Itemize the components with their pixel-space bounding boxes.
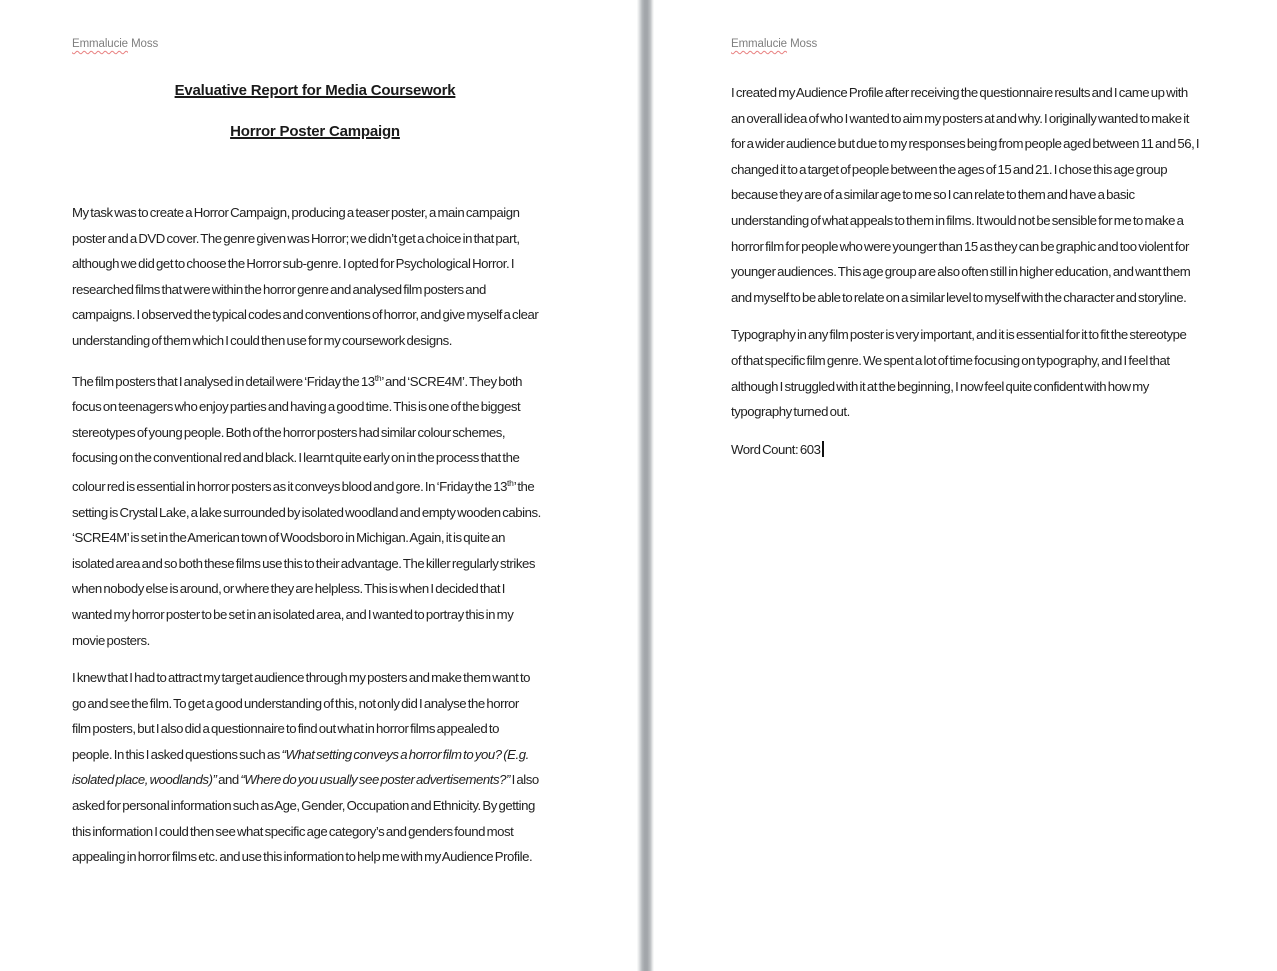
text-run: of that specific film genre. We spent a lot of time focusing on typography, and I feel that [731,352,1170,368]
text-run: “What setting conveys a horror film to you? (E.g. [281,746,529,762]
text-run: although I struggled with it at the beginning, I now feel quite confident with how my [731,378,1149,394]
text-run: focus on teenagers who enjoy parties and having a good time. This is one of the biggest [72,399,521,415]
text-run: Horror Poster Campaign [230,123,400,140]
text-line [731,157,1217,183]
text-line [731,374,1217,400]
text-run: isolated area and so both these films use this to their advantage. The killer regularly strikes [72,555,535,571]
text-line [72,420,558,446]
text-run: poster and a DVD cover. The genre given was Horror; we didn’t get a choice in that part, [72,230,520,246]
text-line [731,182,1217,208]
text-line [72,445,558,471]
text-line [72,121,558,142]
text-run: because they are of a similar age to me so I can relate to them and have a basic [731,187,1135,203]
text-line [731,131,1217,157]
spellcheck-flagged-text: Emmalucie [72,38,128,50]
text-line [72,328,558,354]
page-1-content[interactable] [0,0,558,870]
text-line [72,394,558,420]
text-line [731,80,1217,106]
text-line [731,208,1217,234]
page-2-content[interactable] [654,0,1217,462]
text-run: people. In this I asked questions such as [72,746,282,762]
document-title [72,80,558,101]
text-run: The film posters that I analysed in detail were ‘Friday the 13 [72,373,375,389]
text-run: changed it to a target of people between the ages of 15 and 21. I chose this age group [731,161,1168,177]
text-line [72,525,558,551]
text-run: isolated place, woodlands)” [72,772,217,788]
text-line [72,302,558,328]
text-run: understanding of what appeals to them in films. It would not be sensible for me to make a [731,212,1184,228]
text-line [72,277,558,303]
text-line [72,819,558,845]
text-run: I created my Audience Profile after receiving the questionnaire results and I came up with [731,85,1188,100]
text-line [72,691,558,717]
text-run: researched films that were within the horror genre and analysed film posters and [72,281,486,297]
text-run: film posters, but I also did a questionnaire to find out what in horror films appealed to [72,721,499,737]
text-run: focusing on the conventional red and black. I learnt quite early on in the process that the [72,450,520,466]
text-run: this information I could then see what specific age category’s and genders found most [72,823,514,839]
document-title [72,121,558,142]
text-run: Evaluative Report for Media Coursework [174,82,456,99]
text-line [72,471,558,500]
text-line [72,716,558,742]
text-run: ’ the [513,478,535,494]
text-line [731,437,1217,463]
text-run: go and see the film. To get a good understanding of this, not only did I analyse the horror [72,695,519,711]
text-run: understanding of them which I could then use for my coursework designs. [72,332,453,348]
text-line [72,551,558,577]
text-run: younger audiences. This age group are also often still in higher education, and want them [731,264,1191,280]
paragraph [72,366,558,654]
text-cursor [822,441,824,457]
text-line [731,106,1217,132]
text-line [731,259,1217,285]
text-run: setting is Crystal Lake, a lake surrounded by isolated woodland and empty wooden cabins. [72,504,541,520]
text-run: wanted my horror poster to be set in an isolated area, and I wanted to portray this in my [72,606,514,622]
page-header [731,36,1217,52]
page-header [72,36,558,52]
text-line [72,576,558,602]
text-run: colour red is essential in horror posters as it conveys blood and gore. In ‘Friday the 13 [72,478,508,494]
text-line [72,200,558,226]
text-run: horror film for people who were younger than 15 as they can be graphic and too violent for [731,238,1189,254]
text-run: “Where do you usually see poster advertisements?” [240,772,510,788]
text-run: ’ and ‘SCRE4M’. They both [381,373,523,389]
spellcheck-flagged-text: Emmalucie [731,38,787,50]
text-run: and myself to be able to relate on a similar level to myself with the character and storyline. [731,289,1187,305]
text-line [72,793,558,819]
text-line [731,399,1217,425]
paragraph [731,437,1217,463]
text-run: Word Count: 603 [731,441,821,457]
text-line [72,500,558,526]
superscript-text: th [374,372,382,383]
text-run: ‘SCRE4M’ is set in the American town of Woodsboro in Michigan. Again, it is quite an [72,530,505,546]
text-line [72,628,558,654]
text-run: campaigns. I observed the typical codes and conventions of horror, and give myself a clear [72,307,539,323]
text-line [731,348,1217,374]
text-line [72,366,558,395]
page-divider [637,0,654,971]
text-run: I knew that I had to attract my target audience through my posters and make them want to [72,670,531,686]
text-line [731,285,1217,311]
text-line [731,322,1217,348]
text-run: Moss [786,38,818,50]
text-line [731,234,1217,260]
text-line [72,80,558,101]
text-line [72,602,558,628]
paragraph [72,665,558,870]
page-1[interactable] [0,0,637,971]
text-line [72,844,558,870]
text-line [72,742,558,768]
text-run: stereotypes of young people. Both of the horror posters had similar colour schemes, [72,424,506,440]
text-run: asked for personal information such as Age, Gender, Occupation and Ethnicity. By getting [72,798,535,814]
paragraph [731,322,1217,424]
text-line [72,665,558,691]
text-run: typography turned out. [731,404,850,420]
text-run: for a wider audience but due to my responses being from people aged between 11 and 56, I [731,136,1200,152]
superscript-text: th [507,477,514,488]
text-run: and [216,772,241,788]
text-run: Typography in any film poster is very important, and it is essential for it to fit the stereotype [731,327,1187,343]
page-2[interactable] [654,0,1277,971]
text-line [72,767,558,793]
paragraph [72,200,558,354]
text-run: when nobody else is around, or where they are helpless. This is when I decided that I [72,581,505,597]
text-run: an overall idea of who I wanted to aim my posters at and why. I originally wanted to make it [731,110,1189,126]
text-run: Moss [127,38,159,50]
paragraph [731,80,1217,310]
text-run: appealing in horror films etc. and use this information to help me with my Audience Profile. [72,849,533,865]
text-run: My task was to create a Horror Campaign, producing a teaser poster, a main campaign [72,205,520,220]
text-line [72,251,558,277]
text-line [72,226,558,252]
text-run: movie posters. [72,632,150,648]
text-run: although we did get to choose the Horror sub-genre. I opted for Psychological Horror. I [72,256,515,272]
text-run: I also [509,772,539,788]
